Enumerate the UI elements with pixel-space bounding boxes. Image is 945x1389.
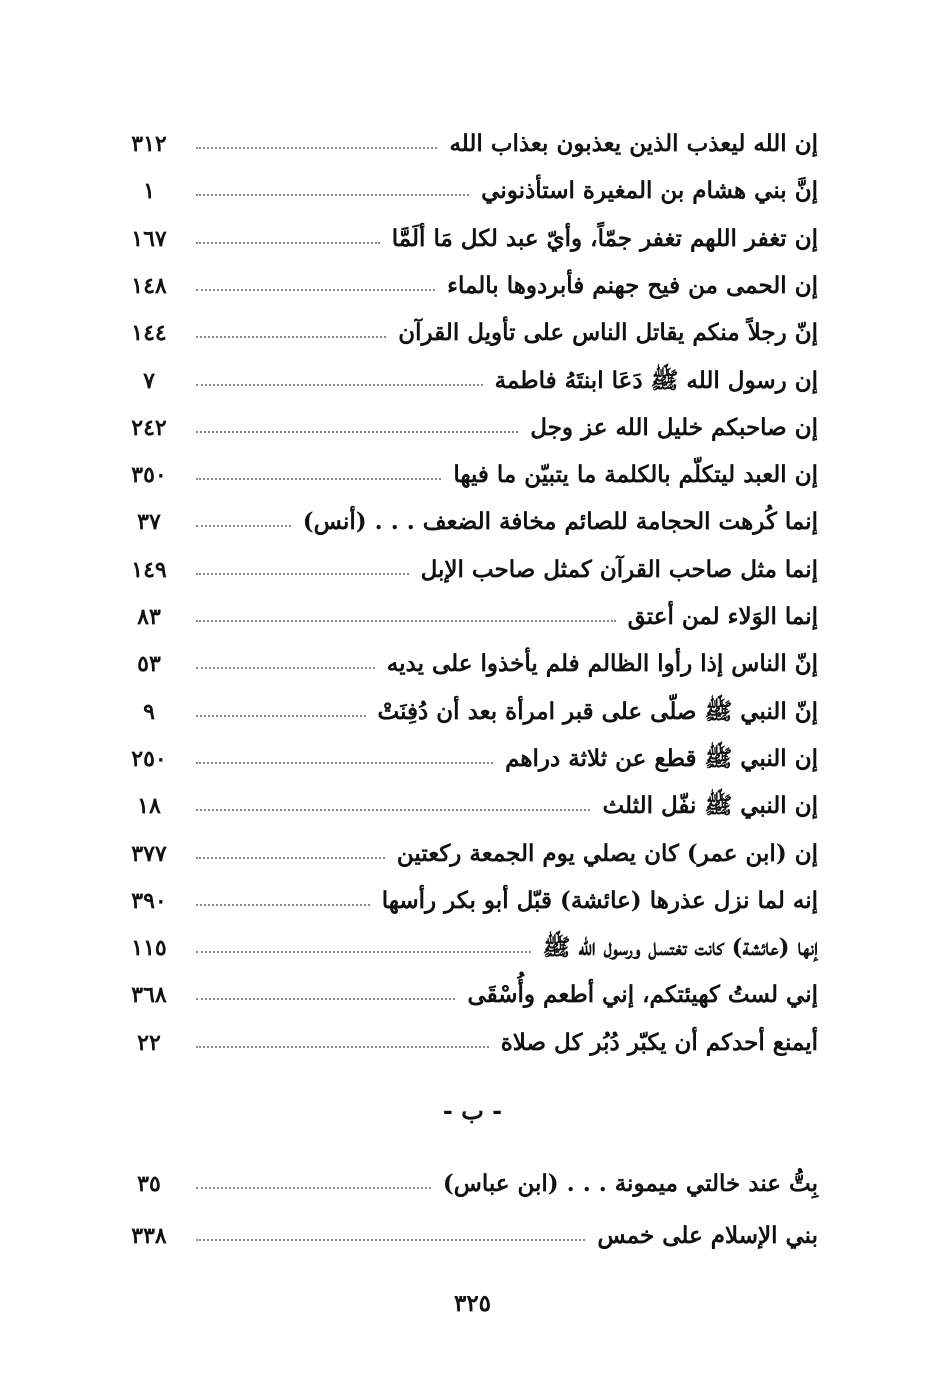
dot-leader	[196, 951, 531, 953]
entry-page-number: ٧	[143, 367, 155, 394]
index-entry	[118, 730, 818, 774]
entry-text: إن تغفر اللهم تغفر جمّاً، وأيّ عبد لكل مَا ألَمَّا	[391, 224, 818, 252]
index-entry	[118, 872, 818, 916]
entry-text: إنّ الناس إذا رأوا الظالم فلم يأخذوا على يديه	[386, 650, 818, 678]
entry-page-number: ٣٥٠	[131, 462, 167, 489]
index-entry	[118, 683, 818, 727]
dot-leader	[196, 1239, 585, 1241]
index-entry	[118, 162, 818, 206]
entry-text: إن النبي ﷺ نفّل الثلث	[602, 792, 818, 820]
index-entry	[118, 399, 818, 443]
section-heading-ba: - ب -	[442, 1096, 503, 1125]
entry-text: إنما مثل صاحب القرآن كمثل صاحب الإبل	[420, 555, 818, 583]
index-entry	[118, 919, 818, 963]
index-entry	[118, 635, 818, 679]
index-entry	[118, 588, 818, 632]
entry-text: إن رسول الله ﷺ دَعَا ابنتَهُ فاطمة	[494, 366, 818, 394]
dot-leader	[196, 1187, 431, 1189]
dot-leader	[196, 525, 291, 527]
dot-leader	[196, 809, 590, 811]
dot-leader	[196, 242, 380, 244]
entry-page-number: ١٦٧	[131, 225, 167, 252]
entry-text: إنّ رجلاً منكم يقاتل الناس على تأويل القرآن	[398, 319, 818, 347]
index-entry	[118, 115, 818, 159]
dot-leader	[196, 857, 385, 859]
entry-page-number: ٣٩٠	[131, 887, 167, 914]
page-number: ٣٢٥	[453, 1290, 492, 1317]
entry-text: إنَّ بني هشام بن المغيرة استأذنوني	[481, 177, 818, 205]
dot-leader	[196, 147, 437, 149]
index-entry	[118, 210, 818, 254]
dot-leader	[196, 431, 518, 433]
dot-leader	[196, 573, 409, 575]
index-entry	[118, 777, 818, 821]
dot-leader	[196, 715, 366, 717]
index-entry	[118, 541, 818, 585]
entry-text: إنّ النبي ﷺ صلّى على قبر امرأة بعد أن دُفِنَتْ	[377, 697, 818, 725]
entry-page-number: ٣٥	[137, 1171, 161, 1197]
entry-page-number: ٢٤٢	[131, 414, 167, 441]
index-entry	[118, 304, 818, 348]
entry-page-number: ١١٥	[131, 935, 167, 962]
dot-leader	[196, 762, 493, 764]
entry-page-number: ٢٥٠	[131, 745, 167, 772]
dot-leader	[196, 194, 469, 196]
dot-leader	[196, 478, 441, 480]
dot-leader	[196, 336, 386, 338]
entry-page-number: ١	[143, 178, 155, 205]
entry-text: أيمنع أحدكم أن يكبّر دُبُر كل صلاة	[500, 1028, 818, 1056]
entry-page-number: ٨٣	[137, 604, 161, 630]
entry-page-number: ٩	[143, 698, 155, 725]
entry-text: إنها (عائشة) كانت تغتسل ورسول الله ﷺ	[542, 934, 818, 962]
entry-page-number: ١٤٩	[131, 556, 167, 583]
index-entry	[118, 966, 818, 1010]
index-entry	[118, 1155, 818, 1199]
entry-page-number: ٣٧	[137, 509, 161, 536]
entry-text: إنما الوَلاء لمن أعتق	[627, 603, 818, 630]
dot-leader	[196, 904, 370, 906]
index-entry	[118, 493, 818, 537]
entry-text: إن صاحبكم خليل الله عز وجل	[530, 413, 818, 441]
index-entry	[118, 257, 818, 301]
entry-text: بني الإسلام على خمس	[597, 1222, 818, 1249]
entry-text: إنه لما نزل عذرها (عائشة) قبّل أبو بكر رأسها	[381, 886, 818, 914]
entry-page-number: ٣١٢	[131, 131, 167, 157]
index-entry	[118, 446, 818, 490]
entry-text: إن (ابن عمر) كان يصلي يوم الجمعة ركعتين	[396, 839, 818, 867]
entry-page-number: ١٨	[137, 793, 161, 820]
index-entry	[118, 352, 818, 396]
entry-text: إنما كُرهت الحجامة للصائم مخافة الضعف . . . (أنس)	[302, 508, 818, 536]
dot-leader	[196, 1046, 489, 1048]
entry-text: إن الحمى من فيح جهنم فأبردوها بالماء	[447, 271, 818, 299]
dot-leader	[196, 667, 375, 669]
entry-text: إن العبد ليتكلّم بالكلمة ما يتبيّن ما فيها	[453, 461, 818, 489]
index-entry	[118, 1014, 818, 1058]
entry-page-number: ٢٢	[137, 1029, 161, 1056]
entry-page-number: ١٤٤	[131, 320, 167, 347]
entry-page-number: ٣٦٨	[131, 982, 167, 1009]
entry-page-number: ٣٣٨	[131, 1223, 167, 1249]
index-entry	[118, 1207, 818, 1251]
dot-leader	[196, 384, 483, 386]
entry-page-number: ٣٧٧	[131, 840, 167, 867]
entry-text: إن النبي ﷺ قطع عن ثلاثة دراهم	[505, 744, 818, 772]
entry-text: إني لستُ كهيئتكم، إني أطعم وأُسْقَى	[467, 981, 818, 1009]
entry-text: إن الله ليعذب الذين يعذبون بعذاب الله	[449, 130, 818, 157]
index-entry	[118, 825, 818, 869]
dot-leader	[196, 289, 435, 291]
entry-page-number: ١٤٨	[131, 272, 167, 299]
dot-leader	[196, 620, 616, 622]
dot-leader	[196, 998, 455, 1000]
entry-text: بِتُّ عند خالتي ميمونة . . . (ابن عباس)	[442, 1170, 818, 1197]
entry-page-number: ٥٣	[137, 651, 161, 678]
